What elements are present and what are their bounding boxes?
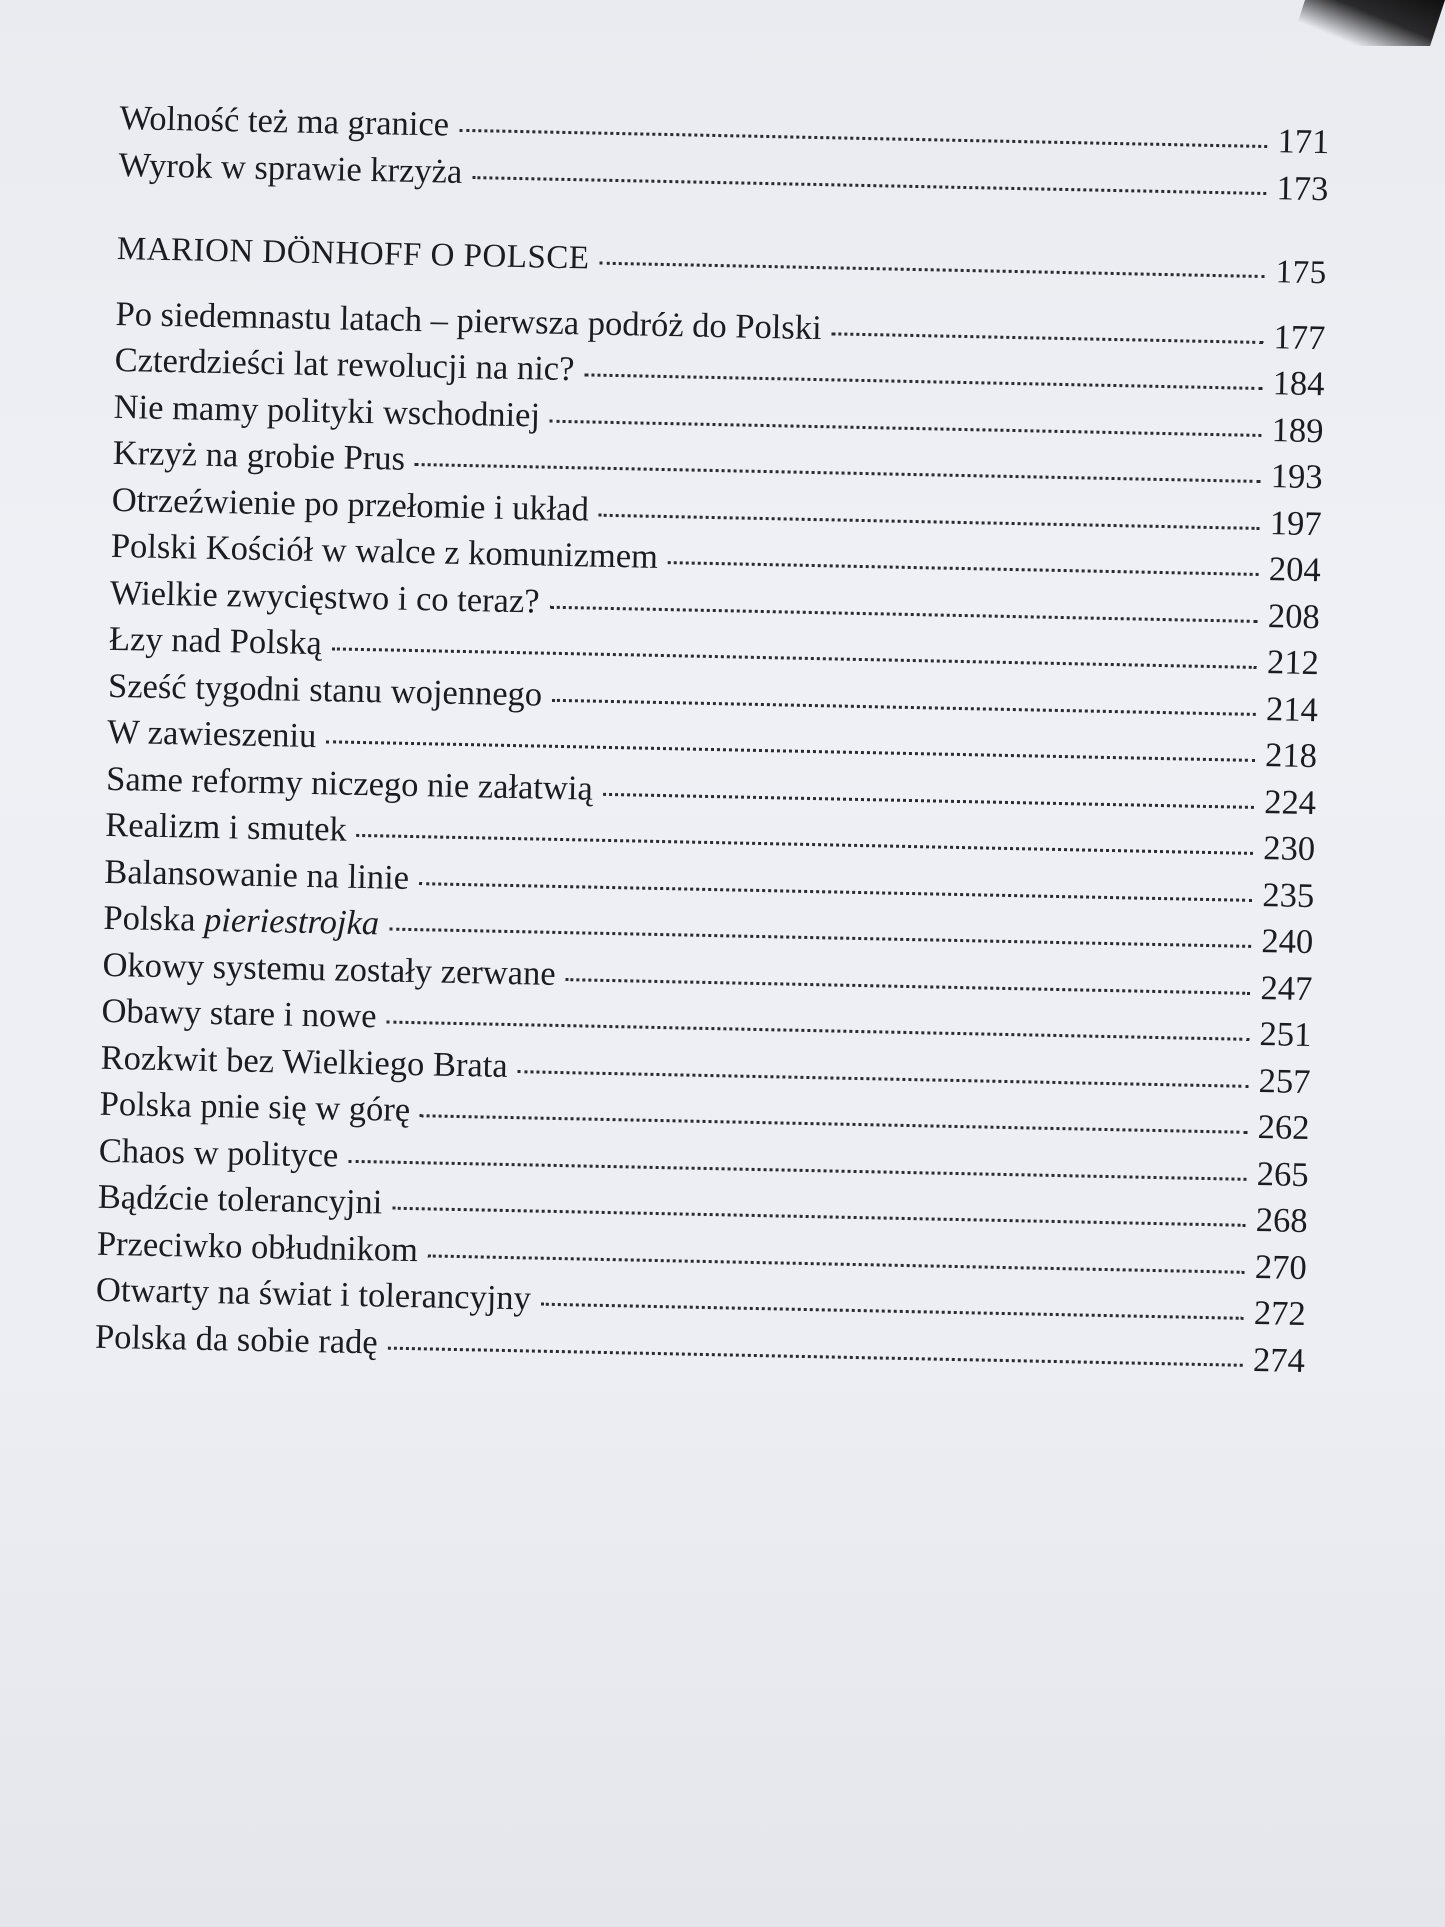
dot-leader: [389, 928, 1251, 948]
dot-leader: [549, 605, 1257, 622]
dot-leader: [332, 647, 1257, 669]
toc-entry-title: [98, 1127, 344, 1178]
table-of-contents: [95, 95, 1330, 1384]
toc-entry-page: 257: [1258, 1061, 1311, 1101]
toc-entry-title-text: Czterdzieści lat rewolucji na nic?: [114, 340, 575, 389]
toc-entry-title: [107, 709, 323, 760]
toc-entry-title-text: Rozkwit bez Wielkiego Brata: [100, 1038, 509, 1085]
dot-leader: [518, 1070, 1249, 1088]
toc-entry-title: Wolność też ma granice: [119, 98, 450, 144]
dot-leader: [348, 1159, 1246, 1180]
toc-entry-title: Wyrok w sprawie krzyża: [118, 145, 463, 191]
dot-leader: [326, 740, 1255, 762]
toc-entry-title-text: Bądźcie tolerancyjni: [97, 1177, 383, 1222]
toc-entry-title-text: Otwarty na świat i tolerancyjny: [95, 1270, 532, 1318]
toc-entry-title: [99, 1081, 416, 1134]
toc-entry-page: 189: [1271, 410, 1324, 450]
dot-leader: [459, 129, 1267, 148]
toc-entry-title-text: Same reformy niczego nie załatwią: [105, 759, 594, 808]
toc-entry-title: [104, 848, 416, 901]
section-page: 175: [1275, 254, 1328, 292]
toc-entry-title-text: Realizm i smutek: [104, 805, 348, 849]
toc-entry-title-text: Polska: [103, 898, 196, 939]
toc-entry-title: [103, 895, 386, 947]
toc-entry-title-text: Po siedemnastu latach – pierwsza podróż do Polski: [115, 294, 823, 347]
toc-entry-page: 240: [1261, 922, 1314, 962]
toc-entry-title-text: Otrzeźwienie po przełomie i układ: [111, 480, 590, 528]
toc-entry-page: 274: [1252, 1340, 1306, 1380]
toc-entry-page: 270: [1254, 1247, 1308, 1287]
toc-entry-page: 204: [1268, 550, 1322, 590]
toc-entry-page: 268: [1255, 1201, 1309, 1241]
toc-entry-title: [96, 1220, 424, 1273]
toc-entry-title-text: W zawieszeniu: [106, 712, 317, 756]
toc-entry-title: [97, 1174, 388, 1226]
toc-entry-title-text: Balansowanie na linie: [104, 852, 410, 897]
dot-leader: [599, 513, 1260, 529]
toc-entry-page: 208: [1267, 596, 1321, 636]
toc-entry-title-text: Obawy stare i nowe: [101, 991, 377, 1036]
toc-entry-page: 265: [1256, 1154, 1309, 1194]
dot-leader: [603, 792, 1254, 808]
dot-leader: [386, 1021, 1249, 1041]
dot-leader: [541, 1303, 1244, 1320]
toc-entries-list: [95, 290, 1326, 1384]
toc-entry-page: 197: [1269, 503, 1323, 543]
toc-entry-title: [100, 1034, 514, 1089]
toc-entry-title-text: Łzy nad Polską: [108, 619, 323, 663]
toc-entry-title: [112, 430, 411, 482]
toc-entry-title: [95, 1313, 385, 1365]
toc-entry-title-text: Wielkie zwycięstwo i co teraz?: [109, 573, 540, 621]
toc-entry-page: 262: [1257, 1108, 1310, 1148]
dot-leader: [392, 1207, 1245, 1227]
dot-leader: [388, 1346, 1243, 1366]
toc-entry-page: 212: [1266, 643, 1320, 683]
dot-leader: [357, 834, 1253, 855]
toc-entry-title: [101, 988, 383, 1040]
dot-leader: [831, 332, 1263, 344]
toc-entry-page: 184: [1272, 364, 1325, 404]
dot-leader: [415, 463, 1261, 483]
toc-entry-title-text: Chaos w polityce: [98, 1131, 339, 1175]
toc-entry-title: [105, 802, 353, 853]
toc-entry-title-text: Przeciwko obłudnikom: [96, 1224, 419, 1269]
dot-leader: [550, 419, 1262, 436]
toc-entry-title-text: Polska da sobie radę: [94, 1317, 379, 1361]
toc-entry-page: 214: [1265, 689, 1319, 729]
dot-leader: [420, 1114, 1247, 1134]
dot-leader: [584, 373, 1262, 390]
toc-entry-title-italic: pieriestrojka: [203, 900, 380, 943]
toc-entry-page: 272: [1253, 1294, 1307, 1334]
toc-entry-title: [109, 616, 329, 667]
toc-entry-page: 251: [1259, 1015, 1312, 1055]
toc-entry-title-text: Krzyż na grobie Prus: [112, 433, 406, 478]
dot-leader: [472, 176, 1266, 195]
section-title: MARION DÖNHOFF O POLSCE: [116, 230, 590, 277]
dot-leader: [428, 1254, 1245, 1273]
toc-entry-page: 177: [1273, 317, 1326, 357]
toc-entry-title-text: Okowy systemu zostały zerwane: [102, 945, 557, 993]
toc-entry-title-text: Sześć tygodni stanu wojennego: [107, 666, 543, 714]
toc-entry-title-text: Polski Kościół w walce z komunizmem: [110, 526, 659, 576]
toc-entry-page: 247: [1260, 968, 1313, 1008]
dot-leader: [565, 978, 1250, 995]
toc-entry-title-text: Polska pnie się w górę: [99, 1084, 411, 1130]
toc-entry-page: 193: [1270, 457, 1323, 497]
toc-entry-page: 224: [1263, 782, 1317, 822]
dot-leader: [419, 882, 1252, 902]
page-corner-shadow: [1290, 0, 1445, 46]
toc-entry-page: 173: [1276, 168, 1329, 208]
dot-leader: [668, 561, 1259, 576]
dot-leader: [552, 698, 1256, 715]
toc-entry-page: 235: [1262, 875, 1315, 915]
dot-leader: [599, 262, 1264, 278]
toc-entry-page: 218: [1264, 736, 1318, 776]
toc-entry-title-text: Nie mamy polityki wschodniej: [113, 387, 541, 434]
toc-entry-page: 171: [1277, 122, 1330, 162]
toc-entry-page: 230: [1262, 829, 1316, 869]
